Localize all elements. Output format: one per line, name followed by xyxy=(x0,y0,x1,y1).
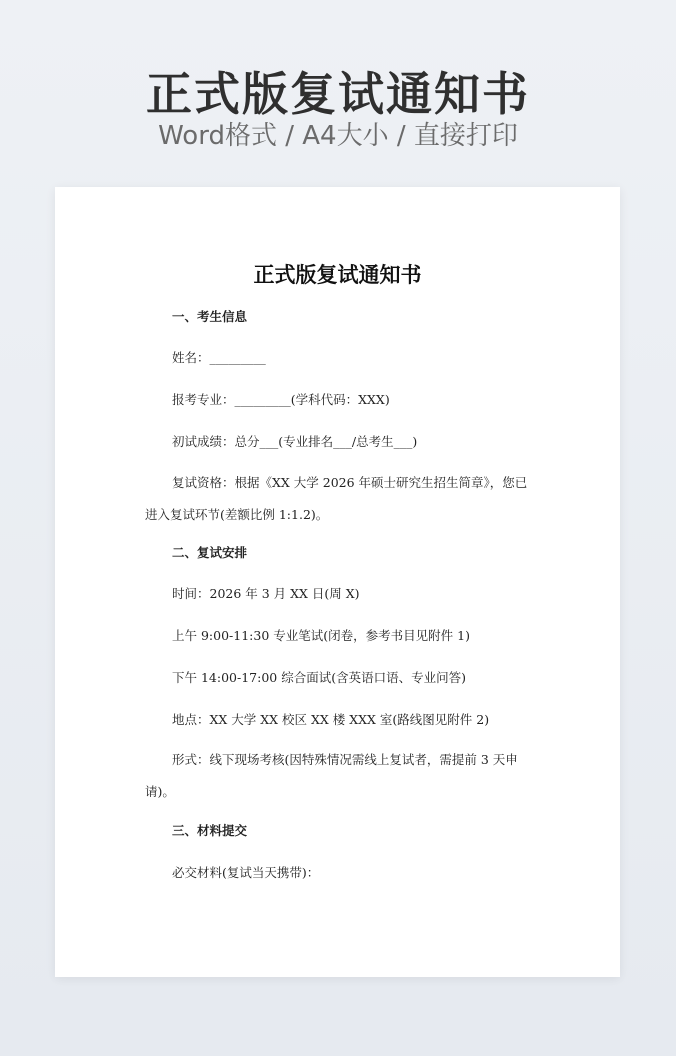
banner-subtitle: Word格式 / A4大小 / 直接打印 xyxy=(158,121,518,151)
section-heading-materials: 三、材料提交 xyxy=(172,823,248,838)
field-name: 姓名：_________ xyxy=(172,350,266,365)
schedule-format: 形式：线下现场考核(因特殊情况需线上复试者，需提前 3 天申请)。 xyxy=(145,752,518,799)
schedule-location: 地点：XX 大学 XX 校区 XX 楼 XXX 室(路线图见附件 2) xyxy=(172,712,490,727)
section-heading-candidate-info: 一、考生信息 xyxy=(172,309,248,324)
field-score: 初试成绩：总分___(专业排名___/总考生___) xyxy=(172,434,418,449)
field-qualification: 复试资格：根据《XX 大学 2026 年硕士研究生招生简章》，您已进入复试环节(差额比例 1:1.2)。 xyxy=(145,475,528,522)
materials-required: 必交材料(复试当天携带)： xyxy=(172,865,320,880)
field-major: 报考专业：_________(学科代码：XXX) xyxy=(172,392,390,407)
banner-title: 正式版复试通知书 xyxy=(146,67,530,121)
schedule-time: 时间：2026 年 3 月 XX 日(周 X) xyxy=(172,586,360,601)
schedule-afternoon: 下午 14:00-17:00 综合面试(含英语口语、专业问答) xyxy=(172,670,466,685)
document-page xyxy=(55,187,620,977)
section-heading-schedule: 二、复试安排 xyxy=(172,545,248,560)
schedule-morning: 上午 9:00-11:30 专业笔试(闭卷，参考书目见附件 1) xyxy=(172,628,470,643)
document-title: 正式版复试通知书 xyxy=(253,262,422,287)
